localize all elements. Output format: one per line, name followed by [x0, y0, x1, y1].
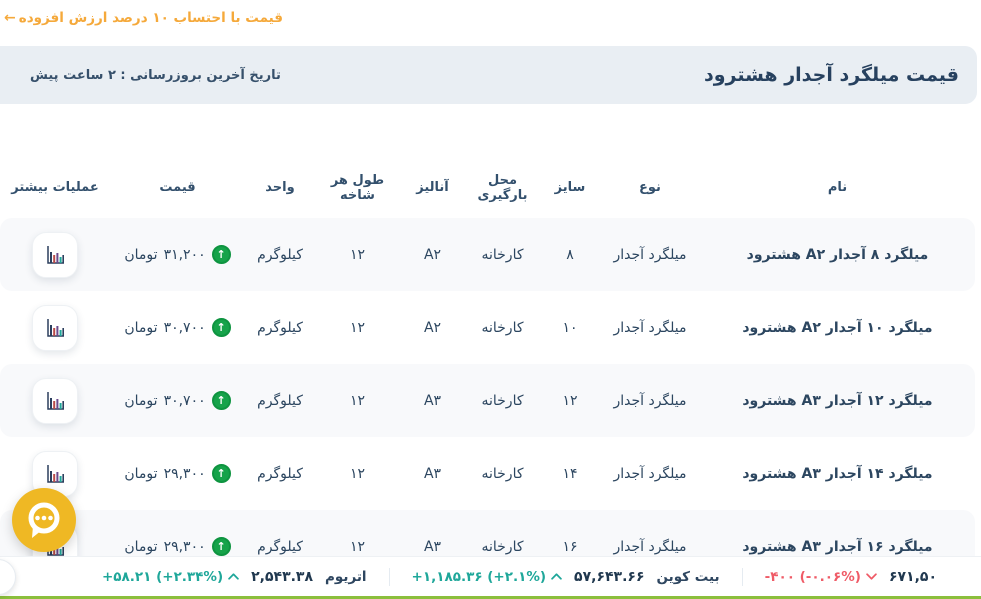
price-value: ۲۹,۳۰۰ [163, 465, 206, 482]
price-up-icon: ↑ [212, 537, 231, 556]
market-ticker-bar [0, 556, 981, 599]
operations-cell [0, 305, 110, 351]
product-type: میلگرد آجدار [613, 319, 687, 336]
chat-bubble-icon [20, 496, 68, 544]
ticker-value: ۵۷,۶۴۳.۶۶ [574, 568, 645, 585]
price-cell [110, 537, 245, 556]
price-chart-button[interactable] [32, 378, 78, 424]
arrow-left-icon: ← [4, 10, 16, 26]
loading-place: کارخانه [481, 465, 524, 482]
ticker-change: +۵۸.۲۱ (+۲.۳۴%) [102, 569, 239, 585]
price-up-icon: ↑ [212, 318, 231, 337]
price-currency: تومان [124, 465, 158, 482]
price-value: ۲۹,۳۰۰ [163, 538, 206, 555]
loading-place: کارخانه [481, 538, 524, 555]
ticker-value: ۶۷۱,۵۰ [888, 568, 937, 585]
unit-label: کیلوگرم [257, 538, 303, 555]
price-up-icon: ↑ [212, 391, 231, 410]
analysis-grade: A۲ [423, 319, 442, 336]
product-type: میلگرد آجدار [613, 246, 687, 263]
product-name: میلگرد ۸ آجدار A۲ هشترود [746, 246, 929, 263]
price-cell [110, 245, 245, 264]
bar-chart-icon [43, 462, 67, 486]
product-name: میلگرد ۱۲ آجدار A۳ هشترود [742, 392, 933, 409]
ticker-divider [742, 568, 743, 586]
price-value: ۳۰,۷۰۰ [163, 319, 206, 336]
product-size: ۸ [566, 246, 574, 263]
chevron-up-icon [228, 573, 239, 580]
price-currency: تومان [124, 319, 158, 336]
price-currency: تومان [124, 392, 158, 409]
price-value: ۳۱,۲۰۰ [163, 246, 206, 263]
ticker-item[interactable] [390, 569, 742, 585]
branch-length: ۱۲ [349, 319, 366, 336]
price-chart-button[interactable] [32, 305, 78, 351]
analysis-grade: A۳ [423, 392, 442, 409]
product-size: ۱۲ [562, 392, 578, 409]
analysis-grade: A۳ [423, 538, 442, 555]
bar-chart-icon [43, 243, 67, 267]
vat-notice-text: قیمت با احتساب ۱۰ درصد ارزش افزوده [18, 10, 283, 26]
ticker-prev-button[interactable] [0, 559, 16, 595]
price-cell [110, 464, 245, 483]
price-up-icon: ↑ [212, 245, 231, 264]
product-name: میلگرد ۱۴ آجدار A۳ هشترود [742, 465, 933, 482]
table-row [0, 291, 975, 364]
col-length: طول هر شاخه [330, 172, 385, 203]
price-currency: تومان [124, 538, 158, 555]
product-type: میلگرد آجدار [613, 465, 687, 482]
bar-chart-icon [43, 389, 67, 413]
loading-place: کارخانه [481, 392, 524, 409]
last-update-text: تاریخ آخرین بروزرسانی : ۲ ساعت پیش [30, 67, 281, 83]
branch-length: ۱۲ [349, 538, 366, 555]
loading-place: کارخانه [481, 246, 524, 263]
price-currency: تومان [124, 246, 158, 263]
chevron-down-icon [866, 573, 877, 580]
col-analysis: آنالیز [416, 180, 449, 195]
product-size: ۱۶ [562, 538, 578, 555]
ticker-divider [389, 568, 390, 586]
col-size: سایز [554, 180, 586, 195]
operations-cell [0, 232, 110, 278]
chat-widget-button[interactable] [12, 488, 76, 552]
unit-label: کیلوگرم [257, 392, 303, 409]
price-value: ۳۰,۷۰۰ [163, 392, 206, 409]
col-price: قیمت [159, 180, 196, 195]
product-size: ۱۰ [562, 319, 578, 336]
table-body [0, 218, 975, 583]
page-title: قیمت میلگرد آجدار هشترود [703, 64, 959, 86]
ticker-item[interactable] [743, 569, 971, 585]
product-name: میلگرد ۱۰ آجدار A۲ هشترود [742, 319, 933, 336]
analysis-grade: A۲ [423, 246, 442, 263]
operations-cell [0, 378, 110, 424]
table-row [0, 364, 975, 437]
col-loading: محل بارگیری [477, 172, 528, 203]
ticker-change: -۴۰۰ (-۰.۰۶%) [765, 569, 877, 585]
chevron-up-icon [551, 573, 562, 580]
col-name: نام [827, 180, 848, 195]
unit-label: کیلوگرم [257, 465, 303, 482]
ticker-change: +۱,۱۸۵.۳۶ (+۲.۱%) [412, 569, 563, 585]
ticker-value: ۲,۵۴۳.۳۸ [251, 568, 314, 585]
branch-length: ۱۲ [349, 246, 366, 263]
price-up-icon: ↑ [212, 464, 231, 483]
price-chart-button[interactable] [32, 232, 78, 278]
col-unit: واحد [265, 180, 295, 195]
ticker-name: اتریوم [325, 568, 367, 585]
col-operations: عملیات بیشتر [11, 180, 99, 195]
page-header [0, 46, 977, 104]
vat-notice [4, 10, 283, 26]
price-cell [110, 391, 245, 410]
loading-place: کارخانه [481, 319, 524, 336]
table-row [0, 437, 975, 510]
branch-length: ۱۲ [349, 392, 366, 409]
product-type: میلگرد آجدار [613, 538, 687, 555]
ticker-item[interactable] [80, 569, 389, 585]
analysis-grade: A۳ [423, 465, 442, 482]
bar-chart-icon [43, 316, 67, 340]
ticker-name: بیت کوین [656, 568, 720, 585]
price-cell [110, 318, 245, 337]
unit-label: کیلوگرم [257, 246, 303, 263]
product-name: میلگرد ۱۶ آجدار A۳ هشترود [742, 538, 933, 555]
table-header [0, 165, 975, 210]
product-type: میلگرد آجدار [613, 392, 687, 409]
product-size: ۱۴ [562, 465, 578, 482]
branch-length: ۱۲ [349, 465, 366, 482]
table-row [0, 218, 975, 291]
col-type: نوع [639, 180, 661, 195]
unit-label: کیلوگرم [257, 319, 303, 336]
